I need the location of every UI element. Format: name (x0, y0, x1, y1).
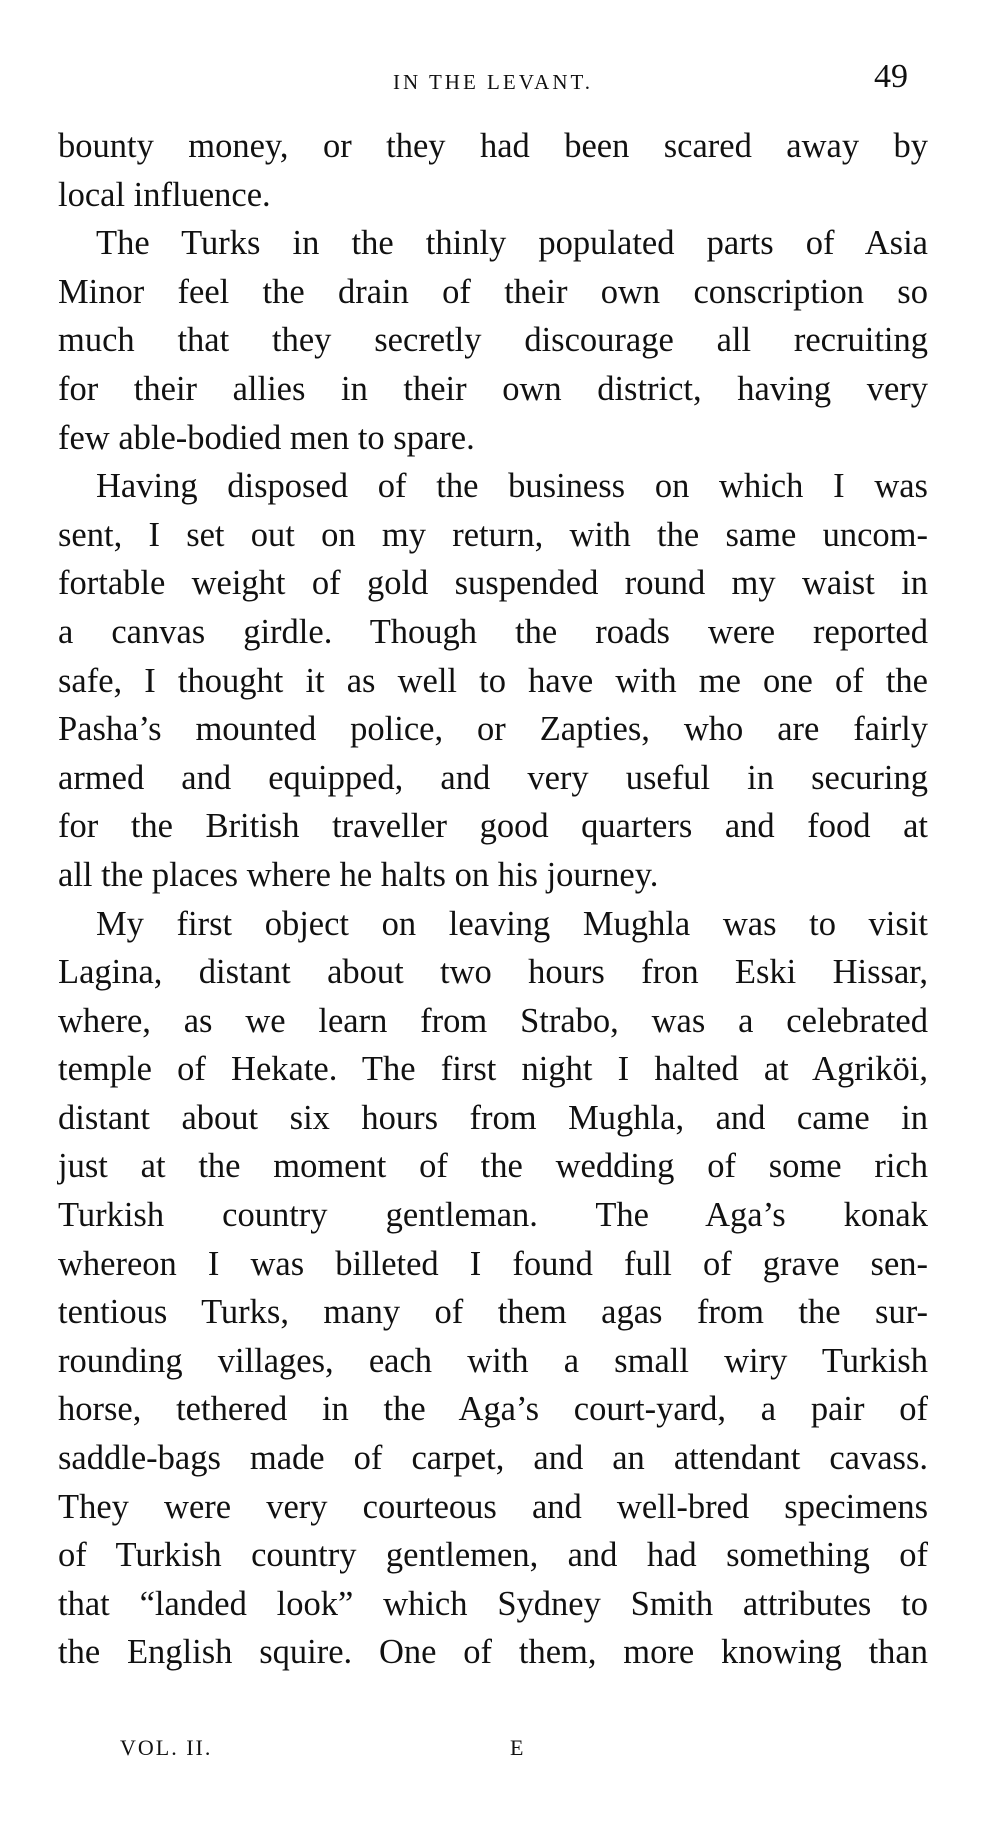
text-line: few able-bodied men to spare. (58, 418, 475, 457)
text-line: of Turkish country gentlemen, and had something of (58, 1536, 928, 1575)
text-line: armed and equipped, and very useful in securing (58, 758, 928, 797)
text-line: for their allies in their own district, having very (58, 369, 928, 408)
text-line: Lagina, distant about two hours fron Eski Hissar, (58, 953, 928, 992)
running-title: IN THE LEVANT. (392, 70, 594, 94)
text-line: sent, I set out on my return, with the same uncom- (58, 515, 928, 554)
text-line: tentious Turks, many of them agas from the sur- (58, 1293, 928, 1332)
text-line: Having disposed of the business on which I was (96, 467, 928, 506)
text-line: whereon I was billeted I found full of grave sen- (58, 1244, 928, 1283)
text-line: a canvas girdle. Though the roads were reported (58, 612, 928, 651)
text-line: local influence. (58, 175, 271, 214)
text-line: Pasha’s mounted police, or Zapties, who are fairly (58, 710, 928, 749)
volume-label: VOL. II. (120, 1735, 213, 1760)
text-line: safe, I thought it as well to have with me one of the (58, 661, 928, 700)
page-number: 49 (874, 58, 908, 95)
text-line: the English squire. One of them, more knowing than (58, 1633, 928, 1672)
text-line: distant about six hours from Mughla, and came in (58, 1098, 928, 1137)
text-line: horse, tethered in the Aga’s court-yard, a pair of (58, 1390, 928, 1429)
page-footer (120, 1735, 640, 1775)
text-line: saddle-bags made of carpet, and an attendant cavass. (58, 1439, 928, 1478)
text-line: much that they secretly discourage all recruiting (58, 321, 928, 360)
text-line: They were very courteous and well-bred specimens (58, 1487, 928, 1526)
text-line: that “landed look” which Sydney Smith attributes to (58, 1584, 928, 1623)
text-line: temple of Hekate. The first night I halted at Agriköi, (58, 1050, 928, 1089)
body-text (58, 122, 928, 1677)
text-line: fortable weight of gold suspended round my waist in (58, 564, 928, 603)
text-line: bounty money, or they had been scared away by (58, 127, 928, 165)
text-line: all the places where he halts on his journey. (58, 855, 659, 894)
text-line: Turkish country gentleman. The Aga’s konak (58, 1196, 928, 1235)
text-line: The Turks in the thinly populated parts of Asia (96, 224, 928, 263)
text-line: My first object on leaving Mughla was to visit (96, 904, 928, 943)
text-line: where, as we learn from Strabo, was a celebrated (58, 1001, 928, 1040)
text-line: just at the moment of the wedding of some rich (58, 1147, 928, 1186)
text-line: rounding villages, each with a small wiry Turkish (58, 1341, 928, 1380)
signature-mark: E (510, 1735, 526, 1760)
running-head (58, 58, 928, 114)
book-page (58, 58, 928, 1677)
text-line: Minor feel the drain of their own conscription so (58, 272, 928, 311)
text-line: for the British traveller good quarters and food at (58, 807, 928, 846)
